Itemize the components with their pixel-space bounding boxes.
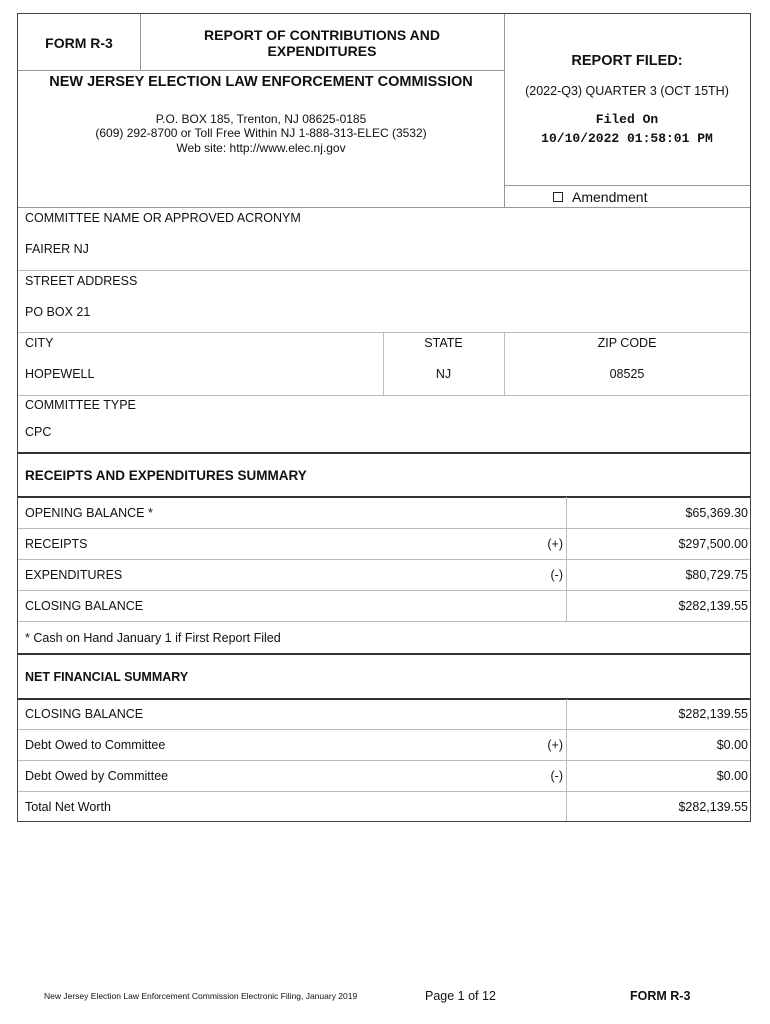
footer-page: Page 1 of 12 (425, 989, 496, 1003)
committee-name-label: COMMITTEE NAME OR APPROVED ACRONYM (25, 211, 301, 225)
summary-row-amount: $282,139.55 (678, 599, 748, 613)
street-value: PO BOX 21 (25, 305, 91, 319)
report-period: (2022-Q3) QUARTER 3 (OCT 15TH) (525, 84, 729, 98)
net-row-label: Debt Owed to Committee (25, 738, 166, 752)
form-title-line2: EXPENDITURES (267, 43, 377, 59)
net-row-amount: $282,139.55 (678, 800, 748, 814)
commission-address: P.O. BOX 185, Trenton, NJ 08625-0185 (155, 112, 367, 126)
net-row-amount: $0.00 (716, 738, 748, 752)
state-value: NJ (435, 367, 452, 381)
net-row-label: Total Net Worth (25, 800, 111, 814)
commission-name: NEW JERSEY ELECTION LAW ENFORCEMENT COMMISSION (49, 74, 473, 90)
net-row-sign: (+) (547, 738, 563, 752)
net-row-sign: (-) (550, 769, 563, 783)
zip-label: ZIP CODE (597, 336, 657, 350)
form-id: FORM R-3 (45, 35, 113, 51)
summary-row-label: RECEIPTS (25, 537, 88, 551)
committee-type-label: COMMITTEE TYPE (25, 398, 136, 412)
filed-on-label: Filed On (595, 112, 659, 127)
summary-row-label: CLOSING BALANCE (25, 599, 144, 613)
net-row-amount: $282,139.55 (678, 707, 748, 721)
city-value: HOPEWELL (25, 367, 95, 381)
summary-row-sign: (+) (547, 537, 563, 551)
net-row-label: CLOSING BALANCE (25, 707, 144, 721)
commission-website: Web site: http://www.elec.nj.gov (176, 141, 346, 155)
footer-form: FORM R-3 (630, 989, 691, 1003)
commission-phone: (609) 292-8700 or Toll Free Within NJ 1-888-313-ELEC (3532) (95, 126, 427, 140)
summary-row-label: EXPENDITURES (25, 568, 123, 582)
report-filed-label: REPORT FILED: (571, 53, 683, 69)
city-label: CITY (25, 336, 54, 350)
filed-on-datetime: 10/10/2022 01:58:01 PM (541, 131, 713, 146)
summary-row-amount: $80,729.75 (685, 568, 748, 582)
net-title: NET FINANCIAL SUMMARY (25, 670, 189, 684)
state-label: STATE (424, 336, 463, 350)
footer-left: New Jersey Election Law Enforcement Commission Electronic Filing, January 2019 (44, 991, 358, 1001)
summary-row-amount: $65,369.30 (685, 506, 748, 520)
summary-row-label: OPENING BALANCE * (25, 506, 153, 520)
amendment-checkbox[interactable] (553, 192, 563, 202)
committee-name: FAIRER NJ (25, 242, 89, 256)
committee-type-value: CPC (25, 425, 52, 439)
net-row-amount: $0.00 (716, 769, 748, 783)
summary-footnote: * Cash on Hand January 1 if First Report Filed (25, 631, 281, 645)
net-row-label: Debt Owed by Committee (25, 769, 169, 783)
summary-row-sign: (-) (550, 568, 563, 582)
summary-row-amount: $297,500.00 (678, 537, 748, 551)
form-title-line1: REPORT OF CONTRIBUTIONS AND (204, 27, 440, 43)
summary-title: RECEIPTS AND EXPENDITURES SUMMARY (25, 468, 307, 483)
street-label: STREET ADDRESS (25, 274, 138, 288)
amendment-label: Amendment (572, 189, 648, 205)
zip-value: 08525 (609, 367, 645, 381)
